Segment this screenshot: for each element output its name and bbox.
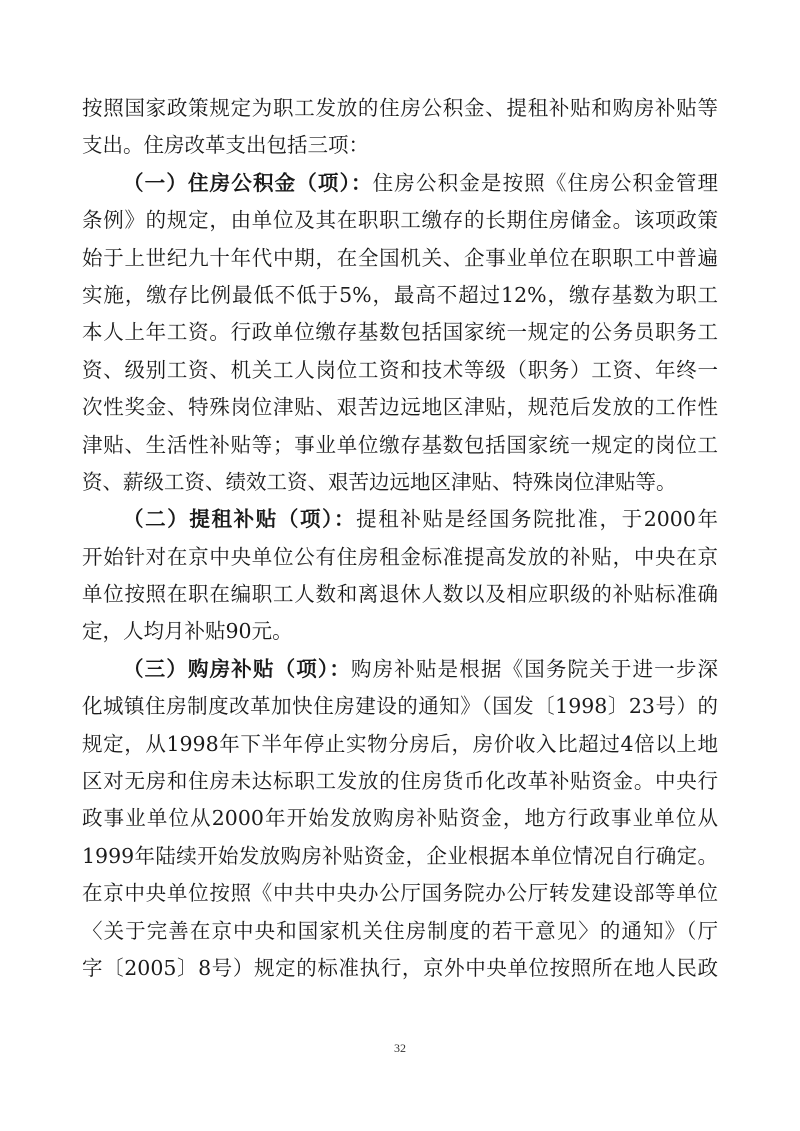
section-2-line: 开始针对在京中央单位公有住房租金标准提高发放的补贴，中央在京: [82, 544, 718, 569]
section-1-line: 资、薪级工资、绩效工资、艰苦边远地区津贴、特殊岗位津贴等。: [82, 469, 677, 494]
section-3-heading: （三）购房补贴（项）：: [123, 656, 351, 681]
page-number: 32: [394, 1041, 406, 1055]
section-3-line: 字〔2005〕8号）规定的标准执行，京外中央单位按照所在地人民政: [82, 955, 718, 980]
section-3-line: 规定，从1998年下半年停止实物分房后，房价收入比超过4倍以上地: [82, 731, 718, 756]
intro-line-2: 支出。住房改革支出包括三项：: [82, 133, 369, 158]
section-1-line: 始于上世纪九十年代中期，在全国机关、企事业单位在职职工中普遍: [82, 245, 718, 270]
section-3-line: 1999年陆续开始发放购房补贴资金，企业根据本单位情况自行确定。: [82, 843, 718, 868]
section-3-text: 购房补贴是根据《国务院关于进一步深: [350, 656, 719, 681]
intro-line-1: 按照国家政策规定为职工发放的住房公积金、提租补贴和购房补贴等: [82, 96, 718, 120]
section-1-line: 实施，缴存比例最低不低于5%，最高不超过12%，缴存基数为职工: [82, 282, 718, 307]
section-1-first-line: [82, 165, 718, 202]
section-1-text: 住房公积金是按照《住房公积金管理: [372, 170, 719, 195]
section-2-line: 定，人均月补贴90元。: [82, 619, 293, 644]
section-3-line: 化城镇住房制度改革加快住房建设的通知》（国发〔1998〕23号）的: [82, 694, 718, 719]
section-1-line: 资、级别工资、机关工人岗位工资和技术等级（职务）工资、年终一: [82, 357, 718, 382]
section-1-line: 本人上年工资。行政单位缴存基数包括国家统一规定的公务员职务工: [82, 320, 718, 345]
section-2-heading: （二）提租补贴（项）：: [123, 507, 357, 532]
section-1-line: 条例》的规定，由单位及其在职职工缴存的长期住房储金。该项政策: [82, 208, 718, 233]
section-3-line: 区对无房和住房未达标职工发放的住房货币化改革补贴资金。中央行: [82, 769, 718, 794]
section-3-line: 在京中央单位按照《中共中央办公厅国务院办公厅转发建设部等单位: [82, 881, 718, 906]
section-3-line: 〈关于完善在京中央和国家机关住房制度的若干意见〉的通知》（厅: [82, 918, 718, 943]
document-body: [82, 90, 718, 987]
section-1-heading: （一）住房公积金（项）：: [123, 170, 373, 195]
section-3-line: 政事业单位从2000年开始发放购房补贴资金，地方行政事业单位从: [82, 806, 718, 831]
section-1-line: 次性奖金、特殊岗位津贴、艰苦边远地区津贴，规范后发放的工作性: [82, 395, 718, 420]
section-1-line: 津贴、生活性补贴等；事业单位缴存基数包括国家统一规定的岗位工: [82, 432, 718, 457]
section-3-first-line: [82, 651, 718, 688]
section-2-text: 提租补贴是经国务院批准，于2000年: [356, 507, 719, 532]
section-2-first-line: [82, 501, 718, 538]
section-2-line: 单位按照在职在编职工人数和离退休人数以及相应职级的补贴标准确: [82, 582, 718, 607]
